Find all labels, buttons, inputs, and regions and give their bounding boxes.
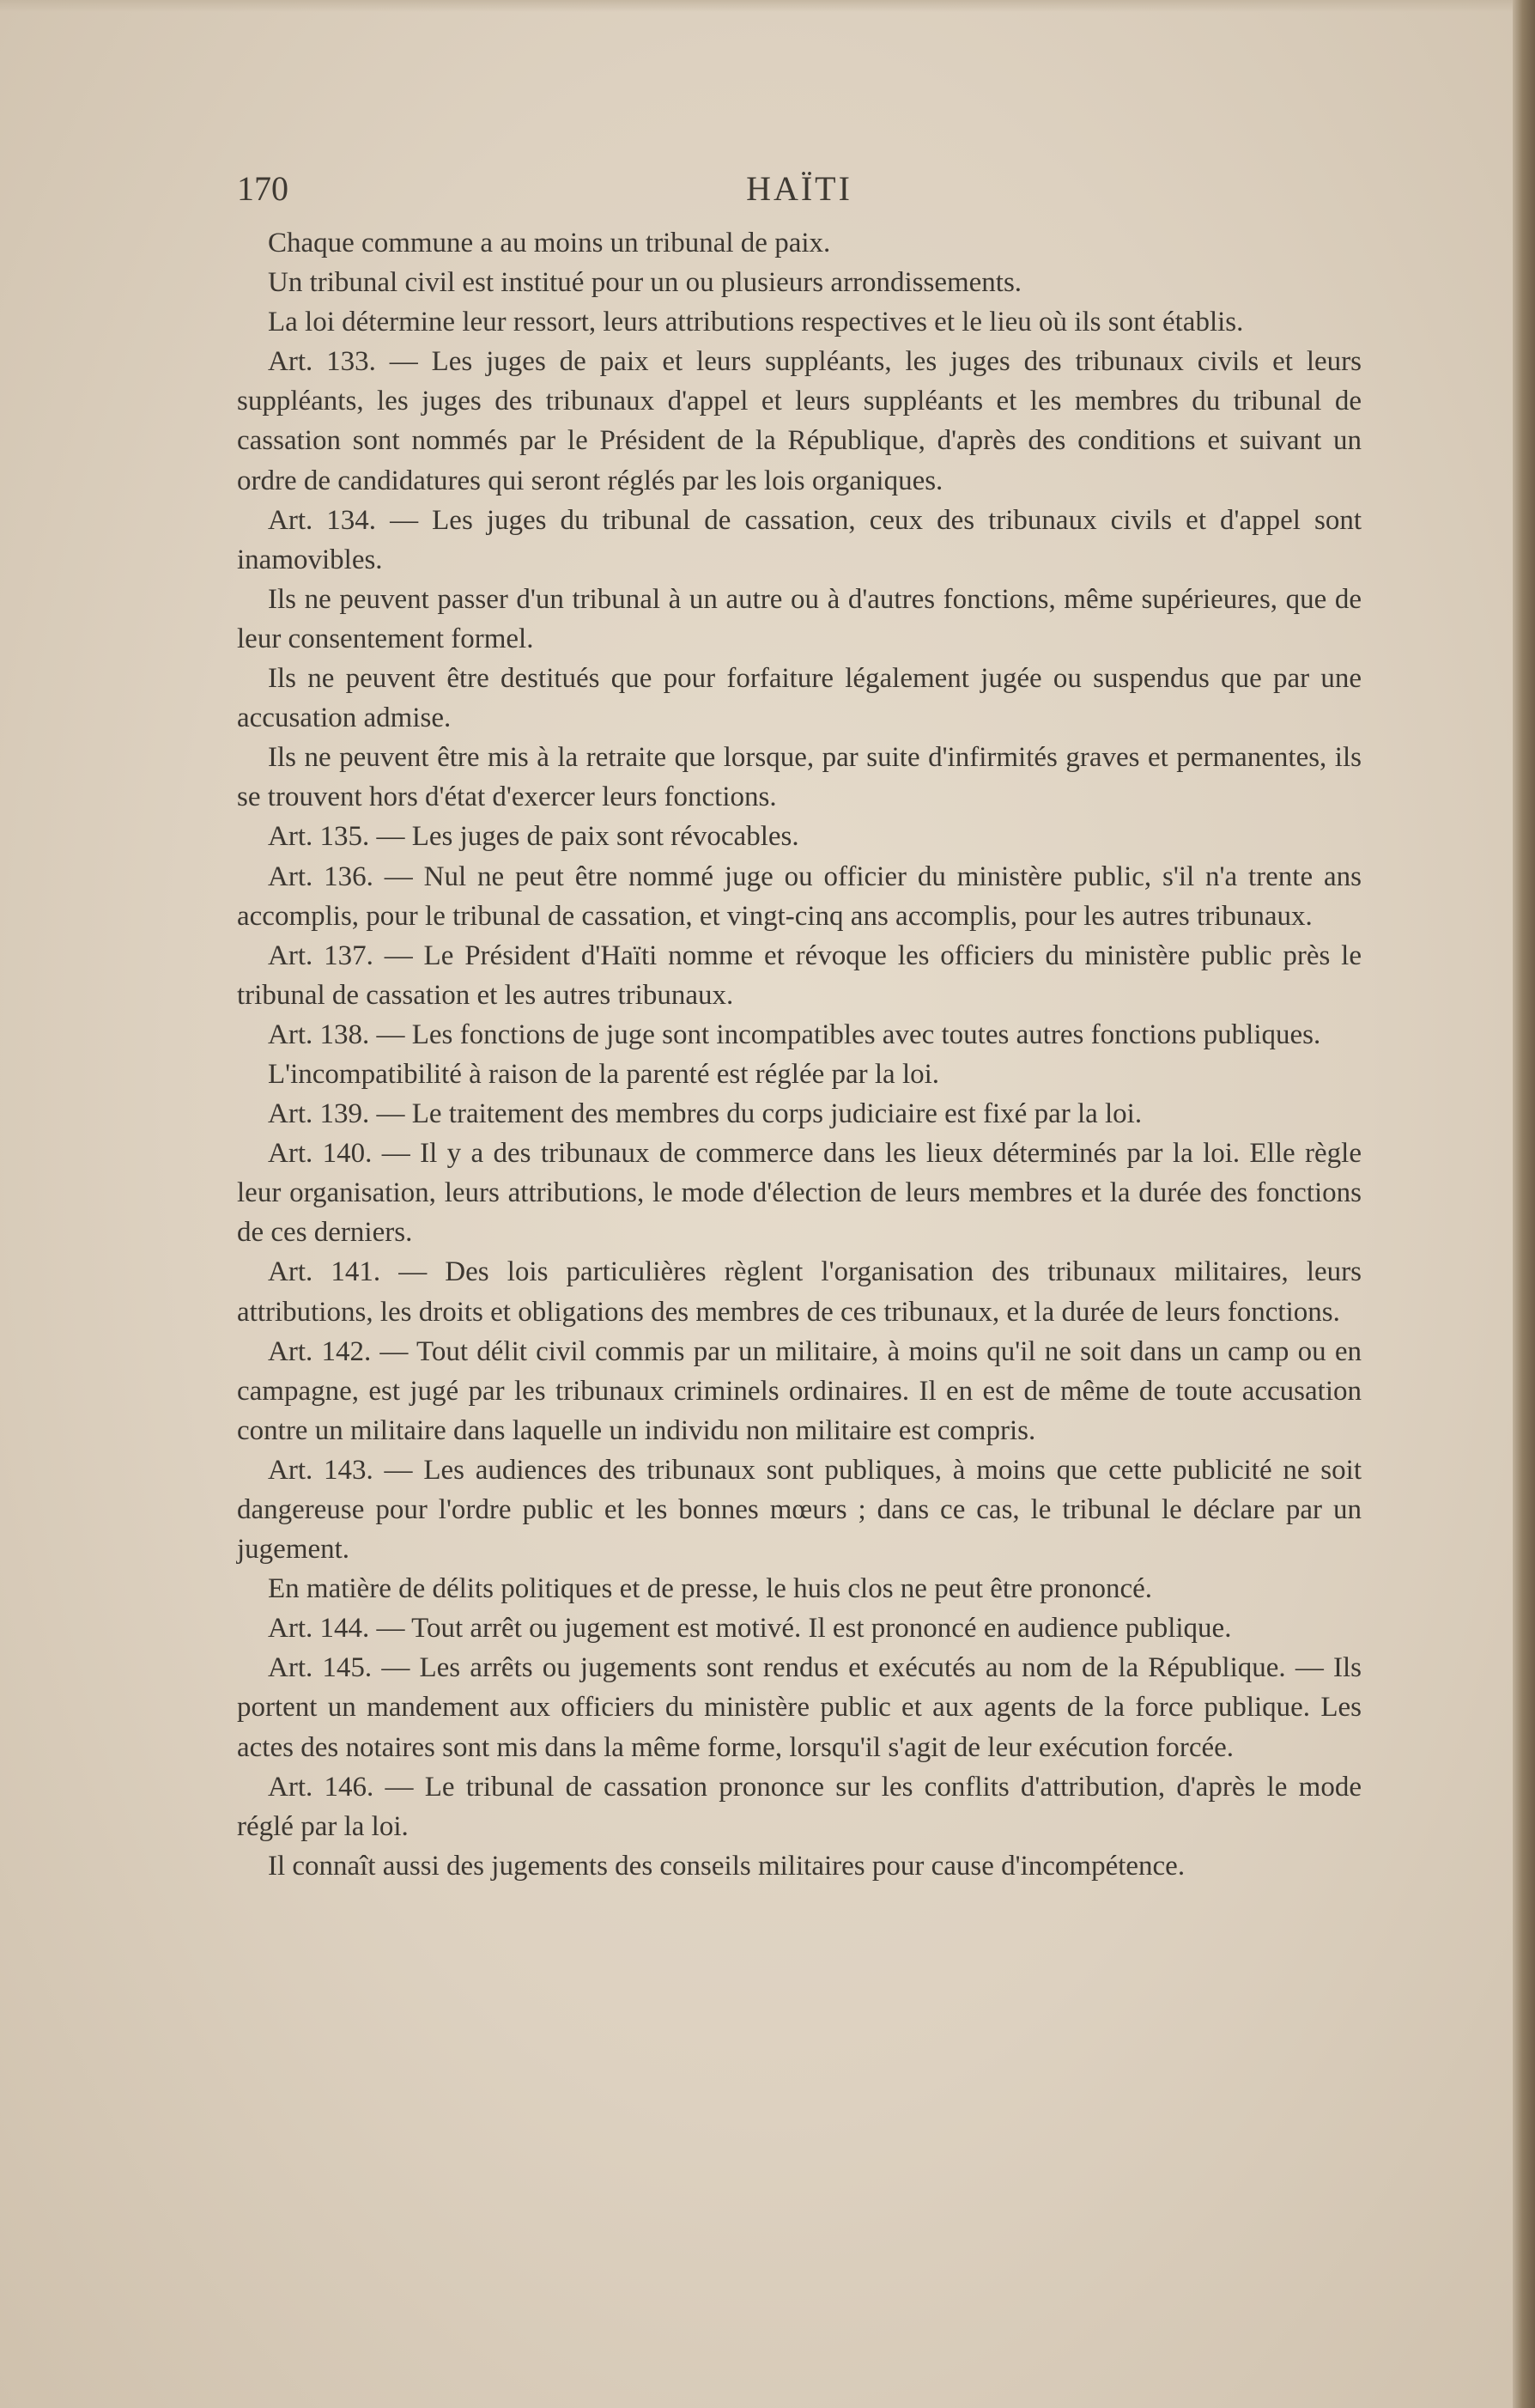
running-title: HAÏTI [746, 169, 852, 208]
paragraph: La loi détermine leur ressort, leurs attributions respectives et le lieu où ils sont établis. [268, 307, 1244, 338]
article-138: Art. 138. — Les fonctions de juge sont incompatibles avec toutes autres fonctions publiques. [268, 1019, 1321, 1050]
page-right-edge [1513, 0, 1535, 2408]
article-144: Art. 144. — Tout arrêt ou jugement est motivé. Il est prononcé en audience publique. [268, 1613, 1232, 1645]
article-142: Art. 142. — Tout délit civil commis par un militaire, à moins qu'il ne soit dans un camp ou en campagne, est jugé par les tribunaux criminels ordinaires. Il en est de même de toute accusation contre un militaire dans laquelle un individu non militaire est compris. [237, 1335, 1362, 1446]
paragraph: Il connaît aussi des jugements des conseils militaires pour cause d'incompétence. [268, 1850, 1186, 1882]
article-133: Art. 133. — Les juges de paix et leurs suppléants, les juges des tribunaux civils et leurs suppléants, les juges des tribunaux d'appel et leurs suppléants et les membres du tribunal de cassation sont nommés par le Président de la République, d'après des conditions et suivant un ordre de candidatures qui seront réglés par les lois organiques. [237, 346, 1362, 496]
page-number: 170 [237, 169, 288, 208]
paragraph: Ils ne peuvent passer d'un tribunal à un autre ou à d'autres fonctions, même supérieures, que de leur consentement formel. [237, 583, 1362, 654]
article-143: Art. 143. — Les audiences des tribunaux sont publiques, à moins que cette publicité ne soit dangereuse pour l'ordre public et les bonnes mœurs ; dans ce cas, le tribunal le déclare par un jugement. [237, 1454, 1362, 1566]
paragraph: Ils ne peuvent être mis à la retraite que lorsque, par suite d'infirmités graves et permanentes, ils se trouvent hors d'état d'exercer leurs fonctions. [237, 742, 1362, 813]
article-137: Art. 137. — Le Président d'Haïti nomme et révoque les officiers du ministère public près le tribunal de cassation et les autres tribunaux. [237, 939, 1362, 1011]
paragraph: Un tribunal civil est institué pour un ou plusieurs arrondissements. [268, 267, 1022, 299]
page-body [237, 223, 1362, 1886]
article-145: Art. 145. — Les arrêts ou jugements sont rendus et exécutés au nom de la République. — Ils portent un mandement aux officiers du ministère public et aux agents de la force publique. Les actes des notaires sont mis dans la même forme, lorsqu'il s'agit de leur exécution forcée. [237, 1652, 1362, 1763]
article-139: Art. 139. — Le traitement des membres du corps judiciaire est fixé par la loi. [268, 1098, 1143, 1130]
paragraph: L'incompatibilité à raison de la parenté est réglée par la loi. [268, 1058, 940, 1090]
article-135: Art. 135. — Les juges de paix sont révocables. [268, 821, 799, 853]
paragraph: En matière de délits politiques et de presse, le huis clos ne peut être prononcé. [268, 1573, 1153, 1605]
page-header [237, 168, 1362, 220]
article-134: Art. 134. — Les juges du tribunal de cassation, ceux des tribunaux civils et d'appel sont inamovibles. [237, 504, 1362, 575]
paragraph: Ils ne peuvent être destitués que pour forfaiture légalement jugée ou suspendus que par une accusation admise. [237, 663, 1362, 734]
paragraph: Chaque commune a au moins un tribunal de paix. [268, 228, 831, 258]
article-141: Art. 141. — Des lois particulières règlent l'organisation des tribunaux militaires, leurs attributions, les droits et obligations des membres de ces tribunaux, et la durée de leurs fonctions. [237, 1256, 1362, 1328]
article-140: Art. 140. — Il y a des tribunaux de commerce dans les lieux déterminés par la loi. Elle règle leur organisation, leurs attributions, le mode d'élection de leurs membres et la durée des fonctions de ces derniers. [237, 1138, 1362, 1249]
article-146: Art. 146. — Le tribunal de cassation prononce sur les conflits d'attribution, d'après le mode réglé par la loi. [237, 1771, 1362, 1842]
article-136: Art. 136. — Nul ne peut être nommé juge ou officier du ministère public, s'il n'a trente ans accomplis, pour le tribunal de cassation, et vingt-cinq ans accomplis, pour les autres tribunaux. [237, 860, 1362, 932]
page-top-shadow [0, 0, 1535, 12]
